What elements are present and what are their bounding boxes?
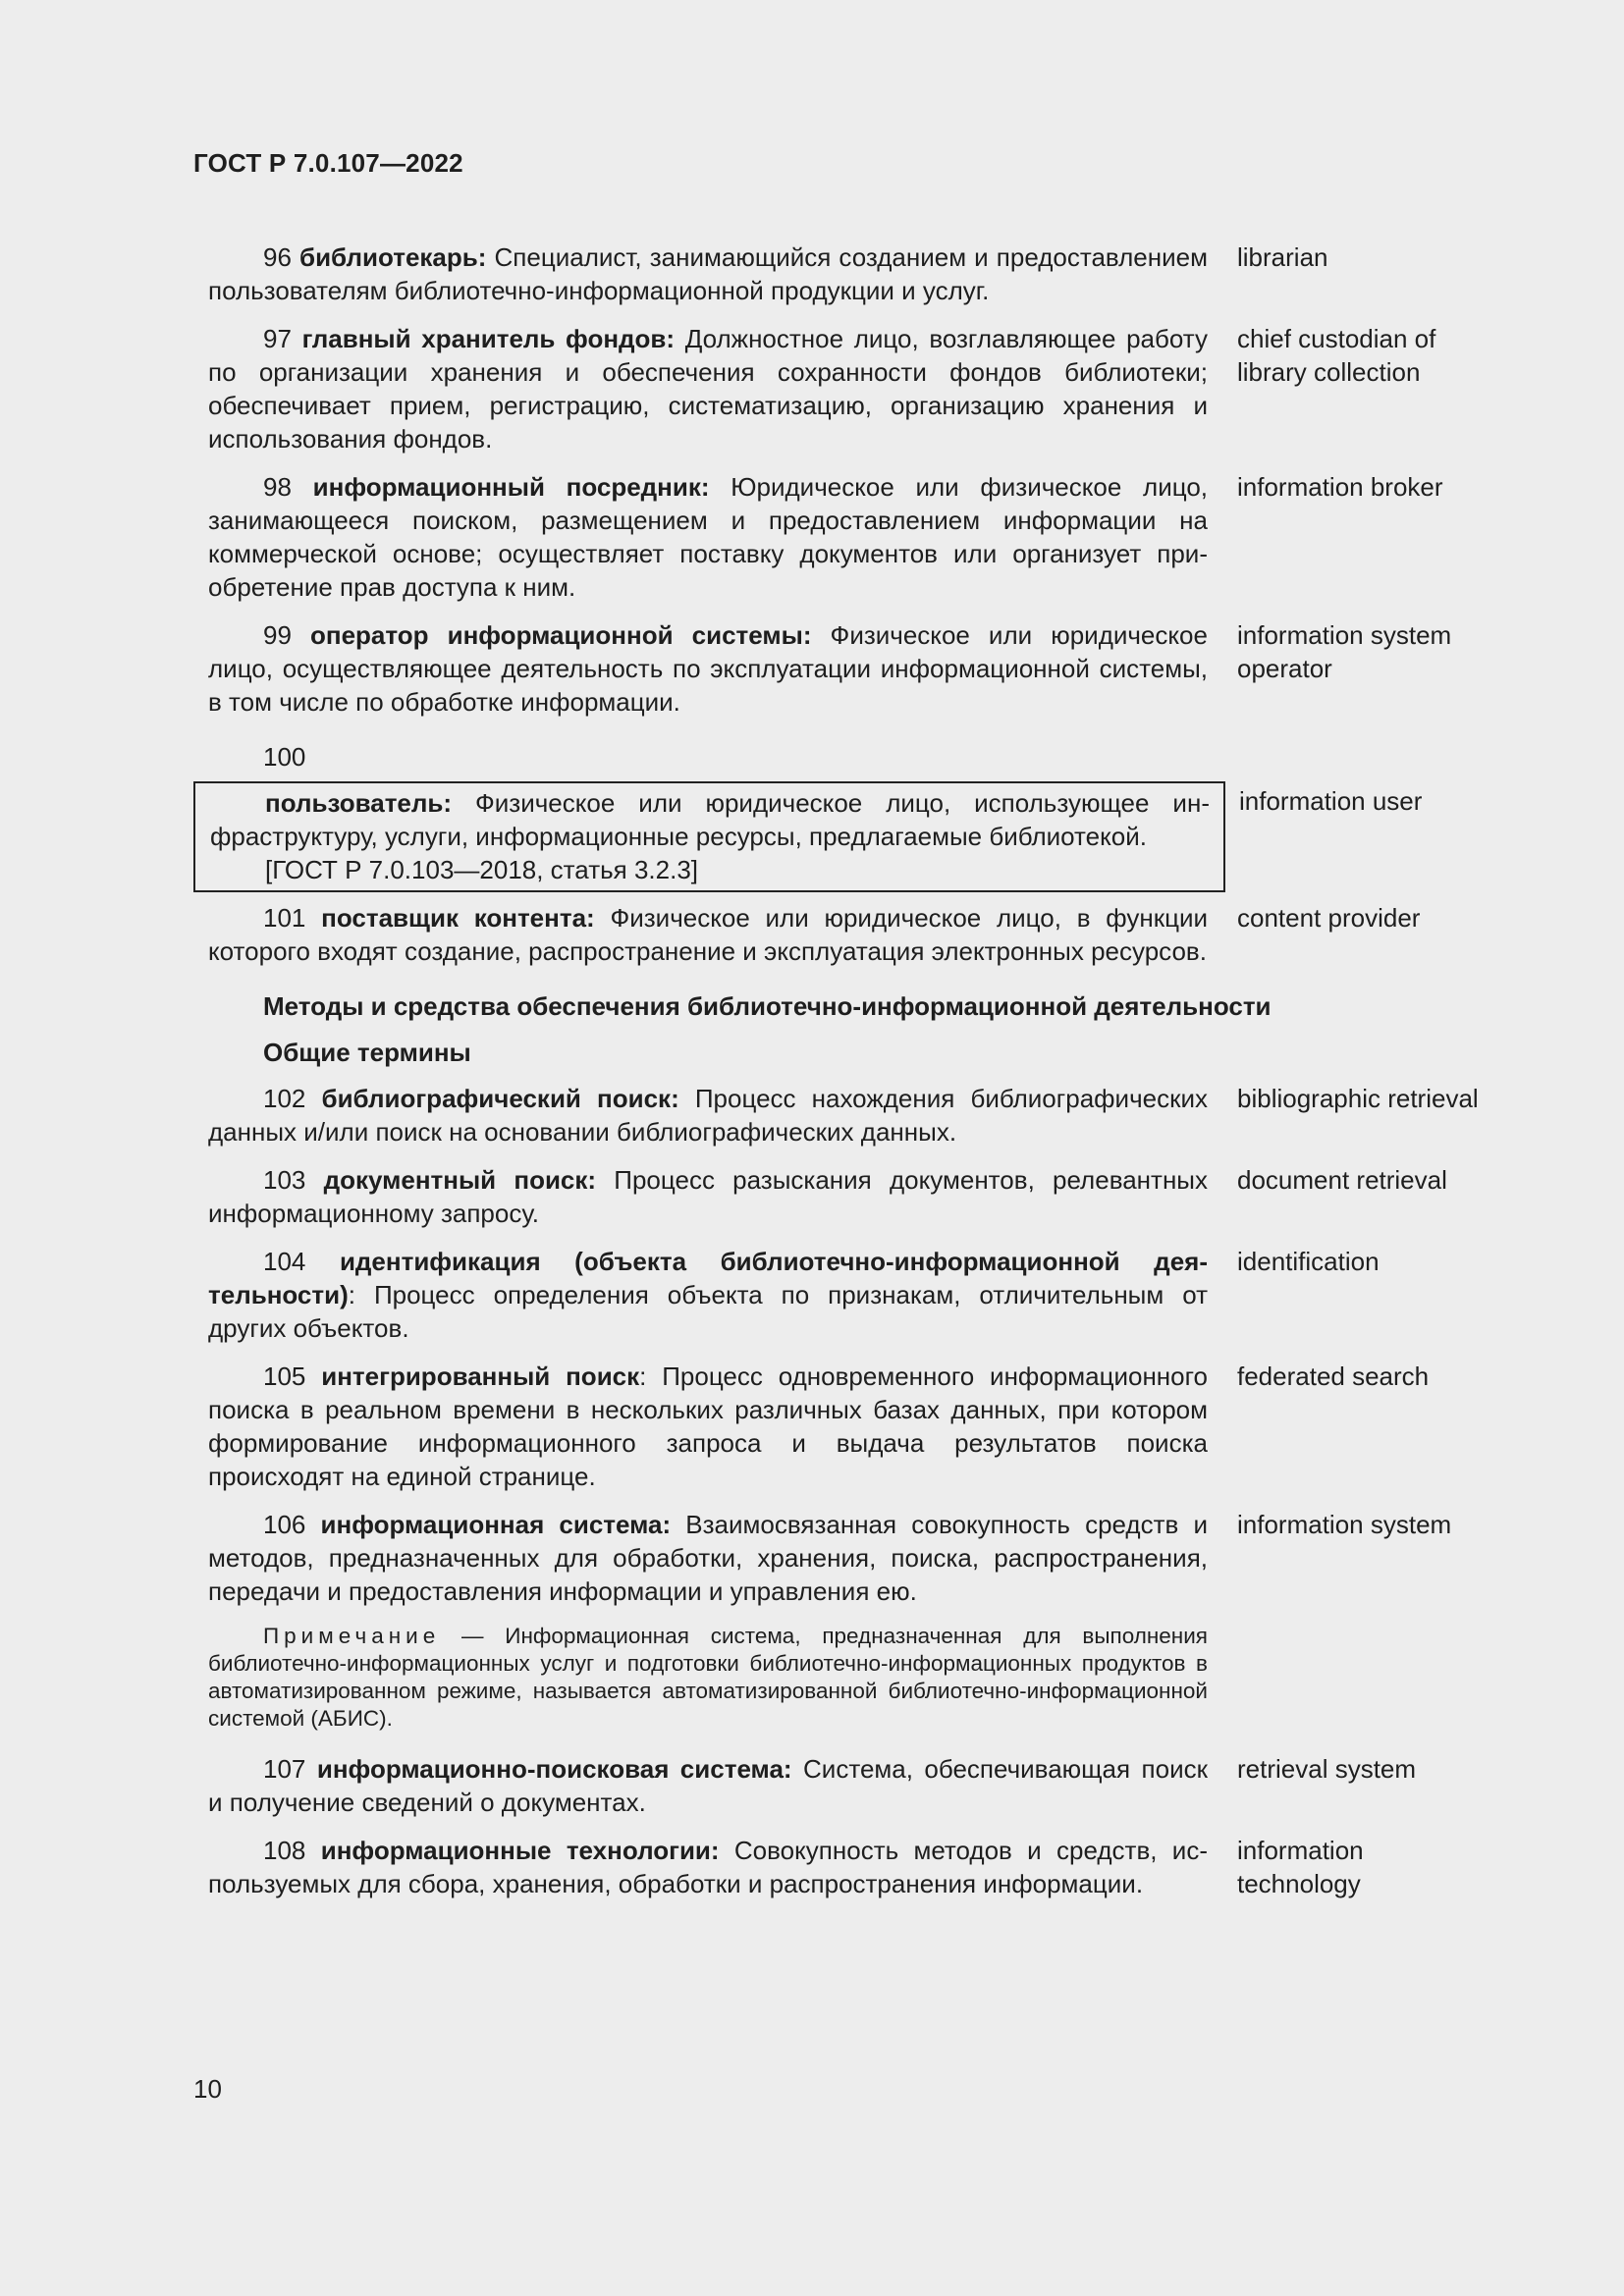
term-definition — [208, 1360, 1208, 1493]
term-title: оператор информационной системы: — [309, 620, 812, 650]
term-number: 101 — [263, 903, 306, 933]
term-text: Система, обеспечивающая поиск и получение сведений о документах. — [208, 1754, 1208, 1817]
term-definition — [208, 322, 1208, 455]
term-number: 96 — [263, 242, 292, 272]
term-definition — [208, 1163, 1208, 1230]
term-number: 98 — [263, 472, 292, 502]
english-equivalent: information broker — [1237, 472, 1443, 502]
term-text: Взаимосвязанная совокупность средств и методов, предназначенных для обработки, хранения, поиска, распространения, передачи и предоставления информации и управления ею. — [208, 1510, 1208, 1606]
term-definition — [208, 1082, 1208, 1148]
term-text: Должностное лицо, возглавляющее работу по организации хранения и обеспечения сохранности фондов библиотеки; обеспечивает прием, регистрацию, систематизацию, организацию хранения и использования фондов. — [208, 324, 1208, 454]
term-title: библиографический поиск: — [321, 1084, 679, 1113]
term-entry-99 — [208, 618, 1485, 719]
term-title: информационно-поисковая система: — [316, 1754, 792, 1784]
term-title: идентификация (объекта библиотечно-информационной деятельности) — [208, 1247, 1208, 1309]
term-text: Совокупность методов и средств, используемых для сбора, хранения, обработки и распространения информации. — [208, 1836, 1208, 1898]
term-number: 103 — [263, 1165, 306, 1195]
english-equivalent: information user — [1239, 786, 1423, 816]
term-text: Физическое или юридическое лицо, осуществляющее деятельность по эксплуатации информационной системы, в том числе по обработке информации. — [208, 620, 1208, 717]
term-text: Процесс разыскания документов, релевантных информационному запросу. — [208, 1165, 1208, 1228]
term-entry-101 — [208, 901, 1485, 968]
term-text: Физическое или юридическое лицо, использующее инфраструктуру, услуги, информационные ресурсы, предлагаемые библиотекой. — [210, 788, 1210, 851]
english-equivalent: content provider — [1237, 903, 1421, 933]
note-text: — Информационная система, предназначенная для выполнения библиотечно-информационных услуг и подготовки библиотечно-информационных продуктов в автоматизированном режиме, называется автоматизированной библиотечно-информационной системой (АБИС). — [208, 1624, 1208, 1731]
note-label: Примечание — [263, 1624, 441, 1648]
term-text: Юридическое или физическое лицо, занимающееся поиском, размещением и предоставлением информации на коммерческой основе; осуществляет поставку документов или организует приобретение прав доступа к ним. — [208, 472, 1209, 602]
term-entry-106 — [208, 1508, 1485, 1608]
term-title: документный поиск: — [323, 1165, 597, 1195]
english-equivalent: information system — [1237, 1510, 1452, 1539]
english-equivalent: identification — [1237, 1247, 1380, 1276]
term-title: информационная система: — [320, 1510, 672, 1539]
term-title: библиотекарь: — [299, 242, 487, 272]
term-definition — [208, 901, 1208, 968]
term-definition — [210, 786, 1210, 853]
term-definition — [208, 240, 1208, 307]
section-heading: Методы и средства обеспечения библиотечно-информационной деятельности — [263, 991, 1272, 1021]
term-entry-107 — [208, 1752, 1485, 1819]
term-text: : Процесс определения объекта по признакам, отличительным от других объектов. — [208, 1280, 1208, 1343]
term-number-100: 100 — [263, 742, 306, 772]
term-title: главный хранитель фондов: — [301, 324, 676, 353]
term-number: 105 — [263, 1362, 306, 1391]
term-number: 97 — [263, 324, 292, 353]
term-entry-96 — [208, 240, 1485, 307]
english-equivalent: information system operator — [1237, 620, 1452, 683]
term-number: 108 — [263, 1836, 306, 1865]
term-entry-97 — [208, 322, 1485, 455]
subsection-heading: Общие термины — [263, 1038, 471, 1067]
english-equivalent: retrieval system — [1237, 1754, 1417, 1784]
source-reference: [ГОСТ Р 7.0.103—2018, статья 3.2.3] — [265, 855, 698, 884]
term-number: 104 — [263, 1247, 306, 1276]
term-text: Специалист, занимающийся созданием и предоставлением пользователям библиотечно-информационной продукции и услуг. — [208, 242, 1208, 305]
term-entry-100 — [193, 781, 1485, 892]
english-equivalent: librarian — [1237, 242, 1328, 272]
term-title: информационный посредник: — [312, 472, 710, 502]
page-number: 10 — [193, 2074, 222, 2104]
term-text: : Процесс одновременного информационного поиска в реальном времени в нескольких различных базах данных, при котором формирование информационного запроса и выдача результатов поиска происходят на единой странице. — [208, 1362, 1208, 1491]
term-definition — [208, 1752, 1208, 1819]
glossary-content — [208, 240, 1485, 1915]
english-equivalent: information technology — [1237, 1836, 1364, 1898]
term-definition — [208, 470, 1208, 604]
term-title: информационные технологии: — [320, 1836, 720, 1865]
term-entry-104 — [208, 1245, 1485, 1345]
term-entry-102 — [208, 1082, 1485, 1148]
term-text: Физическое или юридическое лицо, в функции которого входят создание, распространение и эксплуатация электронных ресурсов. — [208, 903, 1209, 966]
term-number: 99 — [263, 620, 292, 650]
term-definition — [208, 1245, 1208, 1345]
english-equivalent: bibliographic retrieval — [1237, 1084, 1479, 1113]
term-text: Процесс нахождения библиографических данных и/или поиск на основании библиографических данных. — [208, 1084, 1208, 1147]
english-equivalent: document retrieval — [1237, 1165, 1447, 1195]
term-entry-103 — [208, 1163, 1485, 1230]
term-definition — [208, 1508, 1208, 1608]
english-equivalent: federated search — [1237, 1362, 1430, 1391]
term-definition — [208, 1834, 1208, 1900]
term-number: 107 — [263, 1754, 306, 1784]
note — [208, 1623, 1208, 1733]
term-title: пользователь: — [265, 788, 453, 818]
term-title: поставщик контента: — [321, 903, 595, 933]
term-number: 102 — [263, 1084, 306, 1113]
term-title: интегрированный поиск — [321, 1362, 640, 1391]
term-entry-98 — [208, 470, 1485, 604]
term-entry-105 — [208, 1360, 1485, 1493]
english-equivalent: chief custodian of library collection — [1237, 324, 1436, 387]
term-number: 106 — [263, 1510, 306, 1539]
term-entry-108 — [208, 1834, 1485, 1900]
term-definition — [208, 618, 1208, 719]
document-header: ГОСТ Р 7.0.107—2022 — [193, 148, 463, 178]
boxed-definition — [193, 781, 1225, 892]
